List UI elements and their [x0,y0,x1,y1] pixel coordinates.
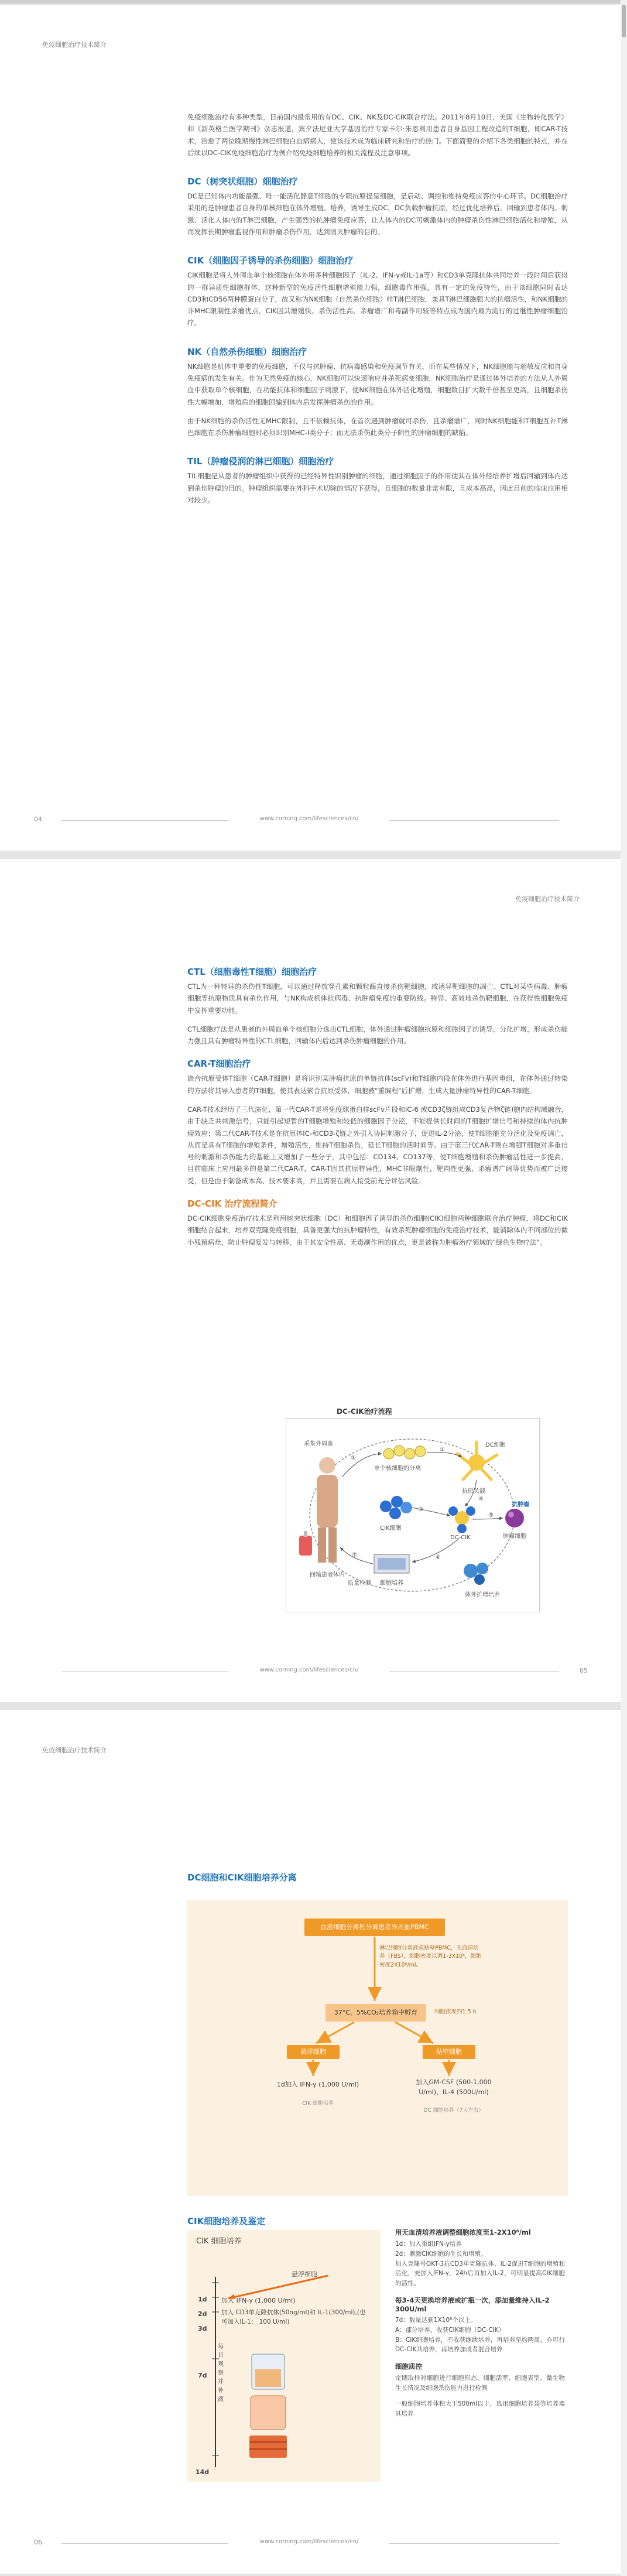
label-expansion: 体外扩增培养 [465,1592,500,1598]
flow-center-box: 37°C，5%CO₂培养箱中孵育 [326,2004,426,2022]
footer-rule-right [389,1671,559,1672]
scrollbar-thumb[interactable] [622,5,626,37]
cik-step-2: 加入 CD3单克隆抗体(50ng/ml)和 IL-1(300/ml),(也可加入IL-1： 100 U/ml) [221,2309,366,2325]
dc-cik-flow-figure [286,1418,540,1612]
blood-bag-icon [299,1531,312,1556]
cik-timeline [187,2230,381,2482]
running-header: 免疫细胞治疗技术简介 [515,895,580,903]
flow-right-sub: DC 细胞培养（7天左右） [423,2108,484,2113]
step-2: ② [440,1447,445,1453]
label-cik-cells: CIK细胞 [380,1525,402,1532]
footer-rule-left [61,1671,228,1672]
section-title-til: TIL（肿瘤侵润的淋巴细胞）细胞治疗 [187,456,334,467]
section-title-car-t: CAR-T细胞治疗 [187,1059,251,1070]
section-text-nk: NK细胞是机体中重要的免疫细胞，不仅与抗肿瘤、抗病毒感染和免疫调节有关，而在某些情况下，NK细胞能与超敏反应和自身免疫病的发生有关。作为天然免疫的核心，NK细胞可以快速响应并杀死病变细胞，NK细胞治疗是通过体外培养的方法从人外周血中获取单个核细胞，在功能抗体和细胞因子刺激下，使NK细胞在体外活化增殖，细胞数目扩大数千倍甚至更高，且细胞杀伤性大幅增加，增殖后的细胞回输到体内后发挥肿瘤杀伤的作用。 [187,362,568,406]
step-7: ⑦ [352,1552,357,1558]
section-title-cik-culture: CIK细胞培养及鉴定 [187,2216,266,2226]
label-dc-cells: DC细胞 [485,1442,506,1448]
page-number: 05 [580,1667,588,1674]
section-text-car-t-2: CAR-T技术经历了三代演化，第一代CAR-T是将免疫球蛋白样scFv片段和IC-6 或CD3ζ链组成CD3复合物ζ链)胞内结构域融合，由于缺乏共刺激信号，只能引起短暂的T细胞增殖和较低的细胞因子分泌，不能提供长时间的T细胞扩增信号和持续的体内抗肿瘤效应；第二代CAR-T技术是在抗原体IC-和CD3-ζ链之外引入协同刺激分子，促进IL-2分泌，使T细胞能充分活化及免疫调亡，从而是具有T细胞的增殖条件，增殖活性，维持T细胞杀伤，延长T细胞的活时间等。由于第三代CAR-T则在增强T细胞对多重信号的刺激和杀伤能力的基础上又增加了一些分子，其中包括：CD134、CD137等，使T细胞增殖和杀伤肿瘤活性进一步提高，目前临床上应用最多的是第二代CAR-T，CAR-T因其抗原特异性，MHC非限制性，靶向性更强，杀瘤谱广阔等优势而被广泛接受，但是由于制备成本高、技术要求高，并且需要在病人接受前充分评估风险。 [187,1105,568,1185]
label-tumor-cells: 肿瘤细胞 [503,1533,526,1540]
section-text-til: TIL细胞是从患者的肿瘤组织中获得的已经特异性识别肿瘤的细胞，通过细胞因子的作用使其在体外经培养扩增后回输到体内达到杀伤肿瘤的目的。肿瘤组织需要在外科手术切除的情况下获得，且细胞的数量非常有限，且成本高昂，因此目前的临床应用相对较少。 [187,472,568,504]
flow-center-side-note: 细胞浓度约1.5 h [434,2009,477,2015]
flow-step-note: 淋巴细胞分离液或贴壁PBMC，无血清培养（FBS），细胞密度以调1-3X10⁶，细胞密度2X10⁶/ml。 [379,1945,482,1968]
section-text-ctl-2: CTL细胞疗法是从患者的外周血单个核细胞分选出CTL细胞，体外通过肿瘤细胞抗原和细胞因子的诱导，分化扩增，形成杀伤能力强且具有肿瘤特异性的CTL细胞，回输体内后达到杀伤肿瘤细胞的作用。 [187,1025,568,1046]
protocol-line-2: 2d：刺激CIK细胞的生长和增殖。 [395,2250,487,2258]
section-title-ctl: CTL（细胞毒性T细胞）细胞治疗 [187,967,317,977]
label-dc-cik: DC-CIK [450,1534,471,1541]
tumor-cells-bottom [464,1563,488,1585]
section-title-dc: DC（树突状细胞）细胞治疗 [187,176,298,187]
document-page-2 [0,859,621,1702]
protocol-line-1: 1d：加入重组IFN-γ培养 [395,2241,462,2248]
document-page-3 [0,1710,621,2574]
figure-title: DC-CIK治疗流程 [337,1407,392,1416]
footer-rule-left [61,2543,228,2544]
culture-plate-icon [374,1554,409,1573]
protocol-line-8: 一般细胞培养体积大于500ml以上，选用细胞培养袋等培养器具培养 [395,2400,565,2417]
section-text-dc-cik: DC-CIK细胞免疫治疗技术是利用树突状细胞（DC）和细胞因子诱导的杀伤细胞(CIK)细胞两种细胞联合治疗肿瘤，将DC和CIK细胞结合起来，培养双克隆免疫细胞，具备更强大的抗肿瘤特性，有效杀死肿瘤细胞的免疫治疗技术，能消除体内不同部位的微小残留病灶，防止肿瘤复发与转移，由于其安全性高、无毒副作用的优点，更是被称为肿瘤治疗领域的"绿色生物疗法"。 [187,1214,568,1246]
section-title-dc-cik-culture: DC细胞和CIK细胞培养分离 [187,1872,297,1883]
scrollbar[interactable] [621,0,627,2576]
running-header: 免疫细胞治疗技术简介 [42,41,107,49]
day-14d: 14d [196,2468,210,2476]
dc-cik-cluster [448,1506,475,1533]
label-anti-tumor: 抗肿瘤 [512,1502,529,1508]
page-number: 04 [34,816,42,823]
float-cells-label: 悬浮细胞 [292,2270,317,2278]
label-reinfusion: 回输患者体内 [310,1572,345,1578]
protocol-line-4: 7d：数量达到1X10⁸个以上。 [395,2316,477,2324]
protocol-title-1: 用无血清培养液调整细胞浓度至1-2X10⁶/ml [395,2228,531,2236]
flow-left-box: 悬浮细胞 [287,2045,340,2059]
flow-top-box: 血液细胞分离机分离患者外周血PBMC [304,1919,445,1936]
footer-rule-right [389,820,559,821]
cik-step-1: 加入 IFN-γ (1,000 U/ml) [221,2297,296,2304]
section-title-nk: NK（自然杀伤细胞）细胞治疗 [187,346,307,357]
section-title-dc-cik: DC-CIK 治疗流程简介 [187,1198,277,1209]
section-title-cik: CIK（细胞因子诱导的杀伤细胞）细胞治疗 [187,255,354,266]
step-3: ③ [418,1506,423,1513]
cik-panel-title: CIK 细胞培养 [196,2237,242,2246]
day-2d: 2d [198,2310,207,2318]
section-text-ctl: CTL为一种特异的杀伤性T细胞，可以通过释放穿孔素和颗粒酶直接杀伤靶细胞，或诱导靶细胞的凋亡。CTL对某些病毒、肿瘤细胞等抗原物质具有杀伤作用，与NK构成机体抗病毒、抗肿瘤免疫的重要防线。特异、高效地杀伤靶细胞，在获得性细胞免疫中发挥重要功能。 [187,982,568,1015]
section-text-cik: CIK细胞是将人外周血单个核细胞在体外用多种细胞因子（IL-2、IFN-γ或IL-1a等）和CD3单克隆抗体共同培养一段时间后获得的一群异质性细胞群体，这种新型的免疫活性细胞增殖能力强，细胞毒作用强，具有一定的免疫特性，由于该细胞同时表达CD3和CD56两种膜蛋白分子，故又称为NK细胞（自然杀伤细胞）样T淋巴细胞，兼具T淋巴细胞强大的抗瘤活性，和NK细胞的非MHC限制性杀瘤优点，CIK因其增殖快、杀伤活性高、杀瘤谱广和毒副作用较等特点成为国内最为流行的过继性肿瘤细胞治疗。 [187,271,568,327]
pbmc-cells [383,1445,426,1459]
day-7d: 7d [198,2372,207,2379]
footer-rule-left [61,820,228,821]
viewer-top-bar [0,0,627,4]
protocol-line-7: 定期取样对细胞进行细胞形态、细胞活率、细胞表型、微生物生长情况及细胞杀伤能力进行检测 [395,2375,565,2392]
day-3d: 3d [198,2325,207,2332]
step-6: ⑥ [436,1554,441,1561]
flow-arrows [187,1900,568,2196]
flow-right-box: 贴壁细胞 [423,2045,475,2059]
footer-url: www.corning.com/lifesciences/cn/ [259,2539,359,2545]
step-5: ⑤ [488,1512,494,1519]
culture-bag-icon [251,2396,286,2430]
section-text-car-t: 嵌合抗原受体T细胞（CAR-T细胞）是将识别某肿瘤抗原的单链抗体(scFv)和T细胞内段在体外进行基因重组，在体外通过转染的方法将其导入患者的T细胞，使其表达嵌合抗原受体，细胞被"重编程"后扩增，生成大量肿瘤特异性的CAR-T细胞。 [187,1074,568,1095]
section-text-nk-2: 由于NK细胞的杀伤活性无MHC限制，且不依赖抗体，在首次遇到肿瘤就可杀伤，且杀瘤谱广，同时NK细胞能和T细胞互补T淋巴细胞在杀伤肿瘤细胞时必须识别MHC-I类分子；而无法杀伤此类分子阴性的肿瘤细胞的缺陷。 [187,416,568,437]
footer-rule-right [389,2543,559,2544]
page-footer [0,2539,621,2550]
protocol-line-3: 加入克隆号OKT-3抗CD3单克隆抗体、IL-2促进T细胞的增殖和活化，充加入IFN-γ。24h后再加入IL-2，可明显提高CIK细胞的活性。 [395,2260,565,2287]
footer-url: www.corning.com/lifesciences/cn/ [259,816,359,822]
patient-figure [317,1457,338,1563]
label-cell-culture: 细胞培养 [380,1580,403,1587]
page-number: 06 [34,2539,42,2546]
document-page-1 [0,5,621,851]
flow-left-step: 1d加入 IFN-γ (1,000 U/ml) [276,2081,359,2088]
running-header: 免疫细胞治疗技术简介 [42,1746,107,1754]
culture-stack-icon [249,2435,287,2458]
page-footer [0,1667,621,1678]
step-1: ① [351,1455,356,1461]
page2-body [187,965,568,1255]
culture-flask-icon [252,2354,285,2389]
protocol-line-5: A：部分培养，收获CIK细胞（DC-CIK） [395,2326,505,2334]
page1-body [187,111,568,513]
label-antigen-loading: 抗原负载 [462,1488,485,1495]
protocol-title-3: 细胞质控 [395,2362,422,2371]
flow-right-step: 加入GM-CSF (500-1,000 U/ml)，IL-4 (500U/ml) [416,2078,492,2096]
protocol-line-6: B：CIK细胞培养，不收获继续培养，再培养至约两周，亦可行DC-CIK共培养，再培养加成者混合培养 [395,2336,565,2354]
step-4: ④ [478,1496,484,1502]
label-pbmc-separation: 单个核细胞的分离 [374,1465,421,1472]
label-collect-blood: 采集外周血 [304,1441,333,1447]
cik-protocol-text [395,2228,565,2419]
intro-paragraph: 免疫细胞治疗有多种类型，目前国内最常用的有DC、CIK、NK及DC-CIK联合疗法。2011年8月10日，美国《生物转化医学》和《新英格兰医学期刊》杂志报道，宾夕法尼亚大学基因治疗专家卡尔·朱恩利用患者自身基因工程改造的T细胞，即CAR-T技术，治愈了两位晚期慢性淋巴细胞白血病病人，使该技术成为临床研究和治疗的热门。下面简要的介绍下各类细胞的特点，并在后续以DC-CIK免疫细胞治疗为例介绍免疫细胞培养的相关流程及注意事项。 [187,113,568,157]
flow-left-sub: CIK 细胞培养 [302,2101,334,2106]
cik-axis-title: 每日观察并补液 [218,2344,224,2403]
page-footer [0,816,621,827]
tumor-cell-icon [505,1509,524,1527]
footer-url: www.corning.com/lifesciences/cn/ [259,1667,359,1673]
section-text-dc: DC是已知体内功能最强、唯一能活化静息T细胞的专职抗原提呈细胞，是启动、调控和维持免疫应答的中心环节。DC细胞治疗采用的是肿瘤患者自身的单核细胞在体外增殖、培养，诱导生成DC，DC负载肿瘤抗原，经过优化培养后，回输到患者体内。刺激、活化人体内的T淋巴细胞，产生强烈的抗肿瘤免疫应答，让人体内的DC可刺激体内的肿瘤杀伤性淋巴细胞活化和增殖，从而发挥长期肿瘤监视作用和肿瘤杀伤作用，达到清灭肿瘤的目的。 [187,192,568,236]
label-quality-test: 质量检测 [348,1580,371,1587]
cik-cell-cluster [380,1496,412,1519]
day-1d: 1d [198,2296,207,2303]
protocol-title-2: 每3-4天更换培养液或扩瓶一次，添加量维持入IL-2 300U/ml [395,2296,550,2313]
